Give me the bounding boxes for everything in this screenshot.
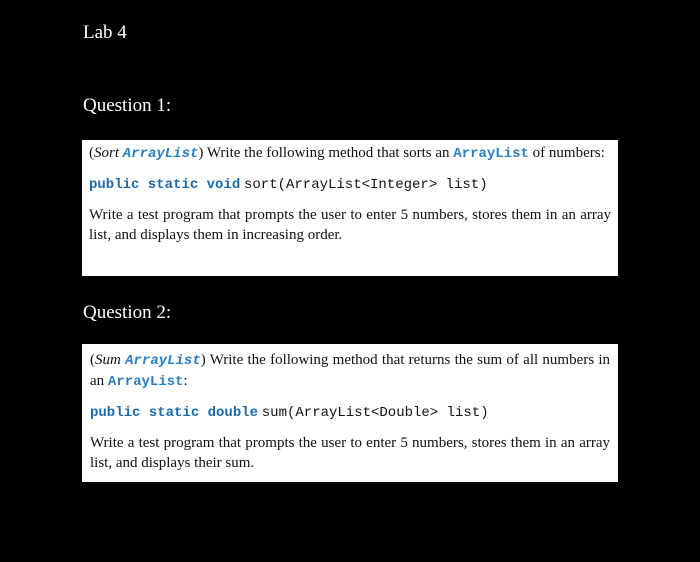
q1-code-modifiers: public static void [89, 177, 241, 193]
question-1-intro [89, 143, 611, 164]
q1-intro-text: ) Write the following method that sorts an [198, 145, 450, 161]
question-1-heading: Question 1: [83, 95, 172, 116]
q1-topic-code: ArrayList [122, 146, 199, 162]
q2-intro-text: ) Write the following method that returns the sum of all numbers in an [90, 352, 610, 389]
question-1-task: Write a test program that prompts the user to enter 5 numbers, stores them in an array list, and displays them in increasing order. [89, 207, 611, 243]
q2-topic-word: Sum [95, 352, 121, 368]
q2-code-modifiers: public static double [90, 405, 259, 421]
q2-intro-end: : [183, 373, 188, 389]
q2-code-signature: sum(ArrayList<Double> list) [261, 405, 489, 421]
q1-topic-word: Sort [94, 145, 120, 161]
q2-intro-code: ArrayList [107, 374, 184, 390]
question-2-box [82, 344, 618, 482]
question-1-box [82, 140, 618, 276]
q1-open-paren: ( [89, 145, 94, 161]
question-2-task: Write a test program that prompts the user to enter 5 numbers, stores them in an array list, and displays their sum. [90, 435, 610, 471]
q2-topic-code: ArrayList [125, 353, 201, 369]
lab-title: Lab 4 [83, 22, 127, 43]
question-2-heading: Question 2: [83, 302, 172, 323]
question-1-code [89, 174, 611, 195]
question-2-intro [90, 350, 610, 392]
q1-code-signature: sort(ArrayList<Integer> list) [243, 177, 488, 193]
q2-open-paren: ( [90, 352, 95, 368]
question-2-code [90, 402, 610, 423]
q1-intro-end: of numbers: [532, 145, 605, 161]
q1-intro-code: ArrayList [453, 146, 529, 162]
